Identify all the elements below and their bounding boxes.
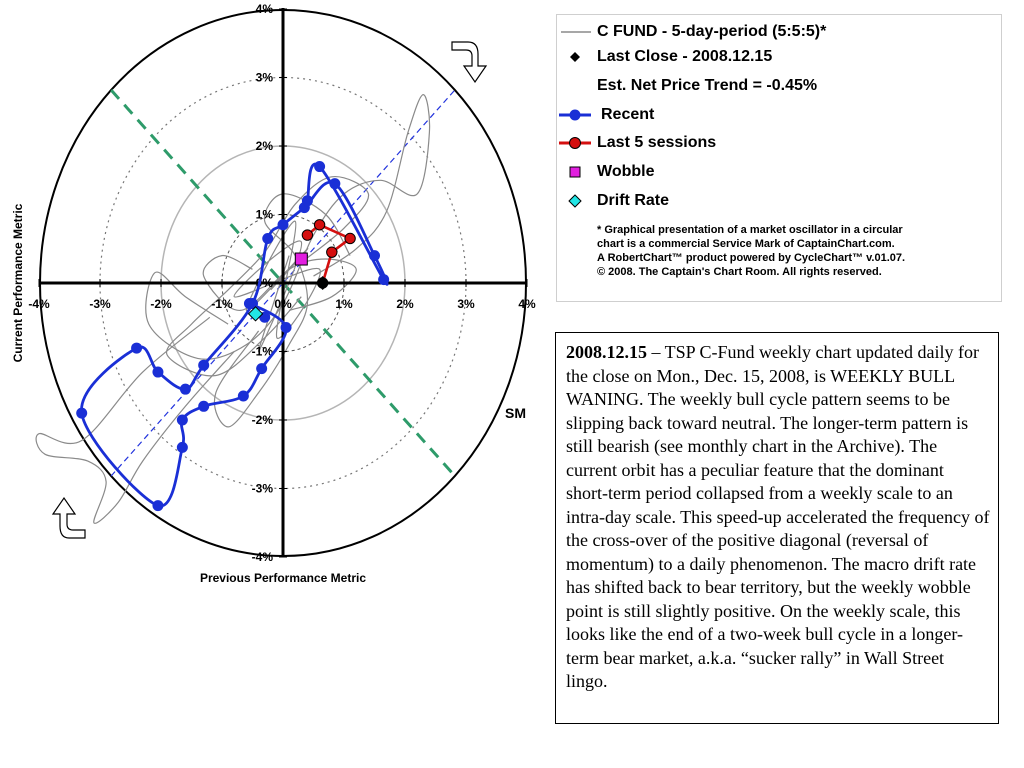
- recent-point-13: [198, 360, 209, 371]
- last5-point-2: [345, 233, 355, 243]
- legend-item-drift: [557, 190, 669, 212]
- y-tick-label: 3%: [255, 70, 273, 85]
- x-tick-label: 0%: [274, 297, 292, 311]
- magenta-square-icon: [557, 161, 593, 183]
- recent-series-line: [81, 164, 387, 506]
- cyan-diamond-icon: [557, 190, 593, 212]
- y-tick-label: -2%: [251, 413, 273, 427]
- recent-point-22: [302, 195, 313, 206]
- last5-point-1: [314, 220, 324, 230]
- legend-item-recent: [557, 104, 654, 126]
- recent-point-7: [177, 442, 188, 453]
- commentary-body: – TSP C-Fund weekly chart updated daily for the close on Mon., Dec. 15, 2008, is WEEKLY BULL WANING. The weekly bull cycle pattern seems to be slipping back toward neutral. The longer-term pattern is still bearish (see monthly chart in the Archive). The current orbit has a peculiar feature that the dominant short-term period collapsed from a weekly scale to an intra-day scale. This speed-up accelerated the frequency of the cross-over of the positive diagonal (reversal of momentum) to a daily phenomenon. The macro drift rate has shifted back to bear territory, but the weekly wobble point is still slightly positive. On the weekly scale, this looks like the end of a two-week bull cycle in a longer-term bear market, a.k.a. “sucker rally” in Wall Street lingo.: [566, 342, 990, 691]
- recent-point-8: [152, 500, 163, 511]
- last5-point-3: [327, 247, 337, 257]
- black-diamond-icon: [557, 46, 593, 68]
- history-line-icon: [557, 21, 593, 43]
- legend-trend-label: Est. Net Price Trend = -0.45%: [597, 77, 818, 94]
- legend-wobble-label: Wobble: [597, 163, 655, 180]
- legend-recent-label: Recent: [601, 106, 655, 123]
- recent-point-4: [238, 391, 249, 402]
- recent-point-3: [256, 363, 267, 374]
- y-tick-label: 0%: [255, 276, 273, 290]
- y-tick-label: 2%: [255, 139, 273, 153]
- counterclockwise-arrow-icon: [53, 498, 85, 538]
- y-tick-label: -3%: [251, 481, 273, 496]
- recent-point-19: [369, 250, 380, 261]
- legend-drift-label: Drift Rate: [597, 192, 670, 209]
- recent-point-15: [262, 233, 273, 244]
- recent-point-21: [314, 161, 325, 172]
- commentary-date: 2008.12.15: [566, 342, 647, 362]
- x-tick-label: 3%: [457, 297, 475, 311]
- legend-item-last-close: [557, 46, 772, 68]
- y-tick-label: -4%: [251, 550, 273, 564]
- recent-point-10: [131, 343, 142, 354]
- red-line-dot-icon: [557, 132, 593, 154]
- x-tick-label: 1%: [335, 297, 353, 311]
- recent-point-20: [378, 274, 389, 285]
- recent-point-5: [198, 401, 209, 412]
- last-close-marker: [316, 276, 330, 290]
- x-tick-label: -1%: [211, 297, 233, 311]
- y-tick-label: 1%: [255, 207, 273, 222]
- legend-item-last5: [557, 132, 716, 154]
- footnote-line-1: * Graphical presentation of a market oscillator in a circular: [597, 224, 903, 236]
- legend-footnote: [597, 223, 997, 279]
- recent-point-2: [281, 322, 292, 333]
- x-axis-title: Previous Performance Metric: [199, 571, 367, 585]
- legend-last-close-label: Last Close - 2008.12.15: [597, 48, 773, 65]
- corner-label-sm: SM: [505, 405, 526, 421]
- recent-point-12: [180, 384, 191, 395]
- x-tick-label: -4%: [28, 297, 50, 311]
- recent-point-6: [177, 415, 188, 426]
- footnote-line-2: chart is a commercial Service Mark of CaptainChart.com.: [597, 238, 895, 250]
- footnote-line-3: A RobertChart™ product powered by CycleChart™ v.01.07.: [597, 252, 906, 264]
- last5-point-0: [302, 230, 312, 240]
- legend-item-history: [557, 21, 826, 43]
- recent-point-11: [152, 367, 163, 378]
- recent-point-18: [329, 178, 340, 189]
- y-tick-label: 4%: [255, 2, 273, 16]
- x-tick-label: -3%: [89, 297, 111, 311]
- legend-item-trend: [557, 75, 817, 97]
- commentary-box: [555, 332, 999, 724]
- x-tick-label: 4%: [518, 297, 536, 311]
- footnote-line-4: © 2008. The Captain's Chart Room. All rights reserved.: [597, 266, 882, 278]
- x-tick-label: -2%: [150, 297, 172, 311]
- recent-point-16: [278, 219, 289, 230]
- recent-point-9: [76, 408, 87, 419]
- cycle-chart: [0, 0, 550, 600]
- legend-title: C FUND - 5-day-period (5:5:5)*: [597, 23, 827, 40]
- wobble-marker: [295, 253, 307, 265]
- y-axis-title: Current Performance Metric: [11, 203, 25, 363]
- y-tick-label: -1%: [251, 344, 273, 359]
- legend-item-wobble: [557, 161, 654, 183]
- x-tick-label: 2%: [396, 297, 414, 311]
- legend: [556, 14, 1002, 302]
- clockwise-arrow-icon: [452, 42, 486, 82]
- legend-last5-label: Last 5 sessions: [597, 134, 717, 151]
- blue-line-dot-icon: [557, 104, 593, 126]
